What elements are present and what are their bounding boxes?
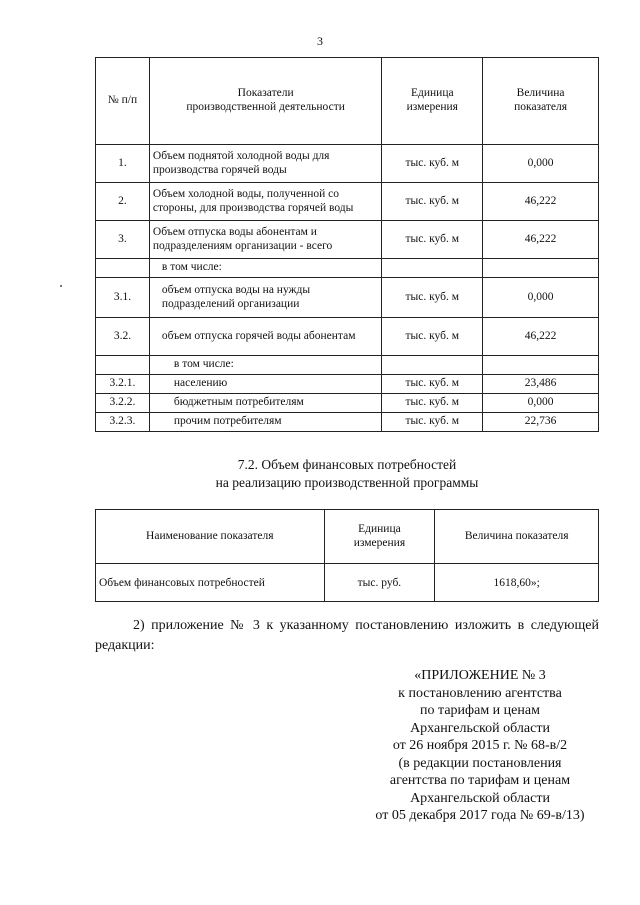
row-indicator: в том числе:	[149, 356, 381, 375]
row-unit	[382, 356, 483, 375]
row-num	[96, 356, 150, 375]
row-value: 23,486	[483, 375, 599, 394]
row-indicator: бюджетным потребителям	[149, 394, 381, 413]
row-indicator: Объем поднятой холодной воды для производства горячей воды	[149, 145, 381, 183]
table-header-row	[96, 510, 599, 564]
row-value	[483, 259, 599, 278]
row-indicator: прочим потребителям	[149, 413, 381, 432]
header-value: Величина показателя	[483, 58, 599, 145]
appendix-header-block	[330, 667, 630, 825]
row-unit: тыс. куб. м	[382, 318, 483, 356]
row-value: 22,736	[483, 413, 599, 432]
row-unit: тыс. куб. м	[382, 183, 483, 221]
table-row	[96, 564, 599, 602]
row-value: 0,000	[483, 278, 599, 318]
table-row	[96, 356, 599, 375]
table-row	[96, 145, 599, 183]
appendix-line: от 05 декабря 2017 года № 69-в/13)	[375, 808, 585, 823]
production-indicators-table	[95, 57, 599, 432]
appendix-line: агентства по тарифам и ценам	[389, 773, 571, 788]
scan-speck	[60, 285, 62, 287]
row-value	[483, 356, 599, 375]
header-unit: Единица измерения	[382, 58, 483, 145]
appendix-line: Архангельской области	[410, 790, 550, 806]
header-unit: Единица измерения	[324, 510, 435, 564]
table-row	[96, 259, 599, 278]
row-unit: тыс. куб. м	[382, 145, 483, 183]
row-unit	[382, 259, 483, 278]
appendix-line: «ПРИЛОЖЕНИЕ № 3	[414, 668, 546, 683]
appendix-line: по тарифам и ценам	[420, 703, 540, 718]
table-row	[96, 221, 599, 259]
row-unit: тыс. руб.	[324, 564, 435, 602]
row-num: 3.2.2.	[96, 394, 150, 413]
appendix-line: Архангельской области	[410, 720, 550, 736]
header-value: Величина показателя	[435, 510, 599, 564]
section-title-line-1: 7.2. Объем финансовых потребностей	[237, 457, 457, 472]
table-row	[96, 183, 599, 221]
table-row	[96, 278, 599, 318]
table-row	[96, 394, 599, 413]
row-value: 46,222	[483, 221, 599, 259]
amendment-paragraph	[95, 616, 599, 655]
appendix-line: от 26 ноября 2015 г. № 68-в/2	[392, 738, 568, 753]
row-indicator: Объем холодной воды, полученной со стороны, для производства горячей воды	[149, 183, 381, 221]
row-value: 46,222	[483, 318, 599, 356]
row-num: 2.	[96, 183, 150, 221]
row-indicator: населению	[149, 375, 381, 394]
header-indicator-name: Наименование показателя	[96, 510, 325, 564]
row-unit: тыс. куб. м	[382, 221, 483, 259]
row-num: 3.2.1.	[96, 375, 150, 394]
appendix-line: (в редакции постановления	[398, 755, 562, 771]
row-value: 0,000	[483, 394, 599, 413]
table-row	[96, 318, 599, 356]
row-num: 3.2.3.	[96, 413, 150, 432]
row-num: 1.	[96, 145, 150, 183]
page-number: 3	[317, 34, 323, 48]
row-unit: тыс. куб. м	[382, 413, 483, 432]
row-value: 0,000	[483, 145, 599, 183]
amendment-paragraph-text: 2) приложение № 3 к указанному постановлению изложить в следующей редакции:	[95, 618, 599, 653]
row-num: 3.1.	[96, 278, 150, 318]
header-indicator: Показатели производственной деятельности	[149, 58, 381, 145]
row-unit: тыс. куб. м	[382, 278, 483, 318]
row-unit: тыс. куб. м	[382, 394, 483, 413]
row-unit: тыс. куб. м	[382, 375, 483, 394]
row-indicator: Объем отпуска воды абонентам и подразделениям организации - всего	[149, 221, 381, 259]
table-row	[96, 413, 599, 432]
financial-needs-table	[95, 509, 599, 602]
table-header-row	[96, 58, 599, 145]
section-title-7-2	[95, 456, 599, 492]
row-num	[96, 259, 150, 278]
row-indicator: Объем финансовых потребностей	[96, 564, 325, 602]
header-num: № п/п	[96, 58, 150, 145]
row-value: 1618,60»;	[435, 564, 599, 602]
appendix-line: к постановлению агентства	[398, 685, 562, 701]
row-num: 3.2.	[96, 318, 150, 356]
table-row	[96, 375, 599, 394]
row-indicator: в том числе:	[149, 259, 381, 278]
row-value: 46,222	[483, 183, 599, 221]
row-indicator: объем отпуска горячей воды абонентам	[149, 318, 381, 356]
row-indicator: объем отпуска воды на нужды подразделений организации	[149, 278, 381, 318]
section-title-line-2: на реализацию производственной программы	[215, 475, 479, 491]
row-num: 3.	[96, 221, 150, 259]
